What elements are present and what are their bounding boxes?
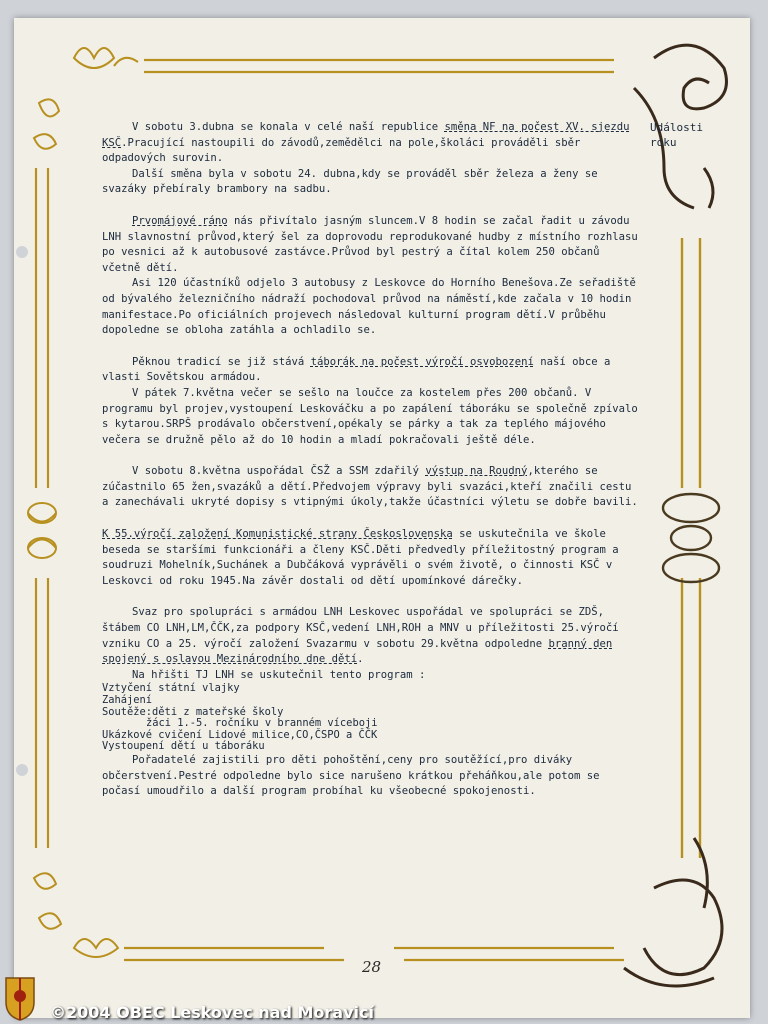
left-border-lines — [36, 168, 48, 848]
page-number: 28 — [362, 958, 382, 976]
margin-note-line: roku — [650, 136, 677, 149]
underlined-heading: směna NF na počest XV. sjezdu KSČ — [102, 121, 630, 149]
margin-note — [650, 120, 703, 150]
paragraph: Pořadatelé zajistili pro děti pohoštění,ceny pro soutěžící,pro diváky občerstvení.Pestré odpoledne bylo sice narušeno krátkou přeháňkou,ale potom se počasí umoudřilo a další program probíhal ku všeobecné spokojenosti. — [102, 753, 600, 798]
program-item: žáci 1.-5. ročníku v branném víceboji — [146, 717, 378, 730]
text-run: V sobotu 8.května uspořádal ČSŽ a SSM zdařilý — [132, 465, 426, 478]
underlined-heading: výstup na Roudný — [425, 465, 528, 478]
copyright-notice: ©2004 OBEC Leskovec nad Moravicí — [50, 1003, 374, 1022]
text-run: .Pracující nastoupili do závodů,zemědělci na pole,školáci prováděli sběr odpadových surovin. — [102, 136, 581, 165]
text-run: V sobotu 3.dubna se konala v celé naší republice — [132, 121, 445, 133]
program-item: Ukázkové cvičení Lidové milice,CO,ČSPO a ČČK — [102, 728, 378, 741]
paragraph — [102, 355, 642, 386]
paragraph — [102, 120, 642, 167]
paragraph — [102, 214, 642, 276]
text-run: Svaz pro spolupráci s armádou LNH Leskovec uspořádal ve spolupráci se ZDŠ, štábem CO LNH,LM,ČČK,za podpory KSČ,vedení LNH,ROH a MNV u příležitosti 25.výročí vzniku CO a 25. výročí založení Svazarmu v sobotu 29.května odpoledne — [102, 606, 619, 650]
coat-of-arms-logo — [4, 974, 36, 1022]
paragraph: Další směna byla v sobotu 24. dubna,kdy se prováděl sběr železa a ženy se svazáky přebíraly brambory na sadbu. — [102, 167, 598, 196]
underlined-heading: branný den spojený s oslavou Mezinárodního dne dětí — [102, 637, 613, 666]
right-knot-ornament — [663, 494, 719, 582]
text-run: naší obce a vlasti Sovětskou armádou. — [102, 355, 611, 384]
underlined-heading: Prvomájové ráno — [132, 214, 228, 227]
program-list — [102, 683, 642, 753]
paragraph: V pátek 7.května večer se sešlo na loučce za kostelem přes 200 občanů. V programu byl projev,vystoupení Leskováčku a po zapálení táboráku se společně zpívalo s kytarou.SRPŠ prodávalo občerstvení,opékaly se párky a tak za teplého májového večera se družně pělo až do 10 hodin a mladí pokračovali ještě déle. — [102, 386, 638, 446]
bottom-left-flower-ornament — [34, 873, 118, 957]
program-item: Vystoupení dětí u táboráku — [102, 740, 265, 753]
text-run: Pěknou tradicí se již stává — [132, 355, 311, 368]
bottom-right-scroll-ornament — [624, 838, 722, 986]
underlined-heading: K 55.výročí založení Komunistické strany Československa — [102, 528, 453, 541]
punch-hole — [16, 764, 28, 776]
top-border-lines — [144, 60, 614, 72]
paragraph: Asi 120 účastníků odjelo 3 autobusy z Leskovce do Horního Benešova.Ze seřadiště od bývalého železničního nádraží pochodoval průvod na náměstí,kde začala v 10 hodin manifestace.Po oficiálních projevech následoval kulturní program dětí.V průběhu dopoledne se obloha zatáhla a ochladilo se. — [102, 277, 636, 337]
underlined-heading: táborák na počest výročí osvobození — [310, 355, 534, 368]
paragraph — [102, 464, 642, 511]
punch-hole — [16, 246, 28, 258]
paragraph: Na hřišti TJ LNH se uskutečnil tento program : — [132, 668, 426, 681]
program-item: Vztyčení státní vlajky — [102, 682, 240, 695]
paragraph — [102, 527, 642, 589]
document-body — [102, 120, 642, 800]
margin-note-line: Události — [650, 121, 703, 134]
program-item: Zahájení — [102, 694, 153, 706]
paragraph — [102, 605, 642, 667]
text-run: se uskutečnila ve škole beseda se staršími funkcionáři a členy KSČ.Děti předvedly příležitostný program a soudruzi Mohelník,Suchánek a Dubčáková vyprávěli o svém životě, o činnosti KSČ v Leskovci od roku 1945.Na závěr dostali od dětí upomínkové dárečky. — [102, 528, 619, 587]
text-run: nás přivítalo jasným sluncem.V 8 hodin se začal řadit u závodu LNH slavnostní průvod,který šel za doprovodu reprodukované hudby z místního rozhlasu po vesnici až k autobusové zastávce.Průvod byl pestrý a čítal kolem 250 občanů včetně dětí. — [102, 214, 638, 274]
left-knot-ornament — [28, 503, 56, 558]
document-page — [14, 18, 750, 1018]
program-item: Soutěže:děti z mateřské školy — [102, 705, 284, 718]
text-run: ,kterého se zúčastnilo 65 žen,svazáků a dětí.Předvojem výpravy byli svazáci,kteří značili cestu a zanechávali ukryté dopisy s vtipnými úkoly,takže účastníci výletu se dobře bavili. — [102, 465, 638, 509]
text-run: . — [357, 653, 364, 666]
right-border-lines — [682, 238, 700, 858]
